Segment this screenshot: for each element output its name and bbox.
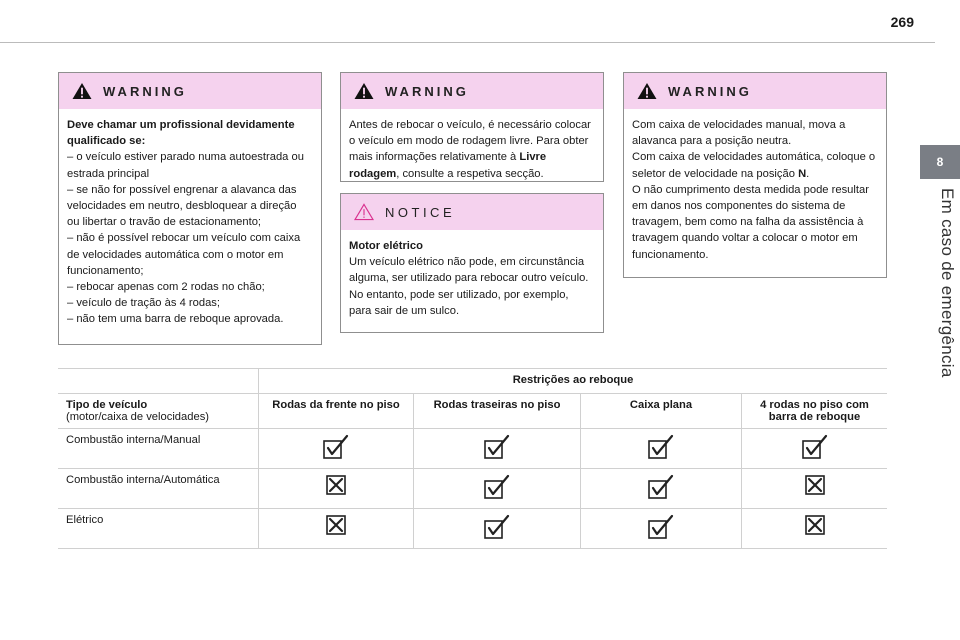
mark-cell — [742, 429, 888, 469]
warning-title: WARNING — [103, 83, 187, 99]
notice-title: NOTICE — [385, 204, 456, 220]
towing-restrictions-table — [58, 368, 887, 549]
warning-title: WARNING — [668, 83, 752, 99]
table-row — [58, 509, 887, 549]
warning-triangle-icon — [353, 82, 375, 100]
mark-cell — [742, 469, 888, 509]
warning-triangle-icon — [71, 82, 93, 100]
warning-body — [59, 109, 321, 336]
column-header: Caixa plana — [581, 394, 742, 429]
notice-text: No entanto, pode ser utilizado, por exemplo, para sair de um sulco. — [349, 288, 569, 317]
warning-text: Com caixa de velocidades manual, mova a alavanca para a posição neutra. — [632, 119, 846, 148]
warning-line: – o veículo estiver parado numa autoestrada ou estrada principal — [67, 151, 304, 180]
warning-title: WARNING — [385, 83, 469, 99]
allowed-check-icon — [322, 434, 350, 460]
row-label: Combustão interna/Automática — [58, 469, 259, 509]
allowed-check-icon — [647, 474, 675, 500]
allowed-check-icon — [801, 434, 829, 460]
table-row — [58, 429, 887, 469]
mark-cell — [259, 429, 414, 469]
warning-box-neutral-gear — [623, 72, 887, 278]
row-label: Combustão interna/Manual — [58, 429, 259, 469]
allowed-check-icon — [647, 514, 675, 540]
allowed-check-icon — [483, 474, 511, 500]
warning-line: – veículo de tração às 4 rodas; — [67, 297, 220, 310]
notice-heading: Motor elétrico — [349, 240, 423, 252]
notice-triangle-icon — [353, 203, 375, 221]
notice-text: Um veículo elétrico não pode, em circunstância alguma, ser utilizado para rebocar outro veículo. — [349, 256, 589, 285]
warning-line: – não é possível rebocar um veículo com caixa de velocidades automática com o motor em funcionamento; — [67, 232, 301, 277]
not-allowed-cross-icon — [325, 474, 347, 496]
column-header: Rodas traseiras no piso — [414, 394, 581, 429]
warning-text: . — [806, 167, 810, 180]
mark-cell — [742, 509, 888, 549]
free-rolling-link: Livre rodagem — [349, 151, 547, 180]
chapter-title: Em caso de emergência — [938, 188, 957, 378]
warning-text: O não cumprimento desta medida pode resultar em danos nos componentes do sistema de travagem, bem como na falha da assistência à travagem quando voltar a colocar o motor em funcionamento. — [632, 183, 869, 261]
warning-header — [624, 73, 886, 109]
mark-cell — [581, 469, 742, 509]
warning-intro: Deve chamar um profissional devidamente qualificado se: — [67, 119, 295, 148]
notice-box-electric-motor — [340, 193, 604, 333]
gear-n: N — [798, 167, 807, 180]
not-allowed-cross-icon — [325, 514, 347, 536]
not-allowed-cross-icon — [804, 514, 826, 536]
column-header: 4 rodas no piso com barra de reboque — [742, 394, 888, 429]
warning-text: Com caixa de velocidades automática, coloque o seletor de velocidade na posição — [632, 151, 876, 180]
mark-cell — [414, 469, 581, 509]
warning-box-tow-professional — [58, 72, 322, 345]
warning-triangle-icon — [636, 82, 658, 100]
column-header: Rodas da frente no piso — [259, 394, 414, 429]
type-header-cell — [58, 394, 259, 429]
warning-line: – se não for possível engrenar a alavanca das velocidades em neutro, desbloquear a direção ou libertar o travão de estacionamento; — [67, 183, 297, 229]
table-row — [58, 469, 887, 509]
not-allowed-cross-icon — [804, 474, 826, 496]
notice-header — [341, 194, 603, 230]
header-divider — [0, 42, 935, 43]
warning-header — [59, 73, 321, 109]
allowed-check-icon — [483, 514, 511, 540]
mark-cell — [414, 509, 581, 549]
chapter-tab[interactable]: 8 — [920, 145, 960, 179]
allowed-check-icon — [483, 434, 511, 460]
warning-text: , consulte a respetiva secção. — [396, 167, 544, 180]
warning-body — [341, 109, 603, 190]
warning-header — [341, 73, 603, 109]
allowed-check-icon — [647, 434, 675, 460]
mark-cell — [259, 509, 414, 549]
mark-cell — [581, 429, 742, 469]
warning-body — [624, 109, 886, 271]
page-number: 269 — [890, 14, 914, 30]
warning-line: – não tem uma barra de reboque aprovada. — [67, 313, 284, 326]
type-subheader: (motor/caixa de velocidades) — [66, 411, 210, 423]
warning-line: – rebocar apenas com 2 rodas no chão; — [67, 281, 265, 294]
row-label: Elétrico — [58, 509, 259, 549]
mark-cell — [581, 509, 742, 549]
notice-body — [341, 230, 603, 327]
mark-cell — [414, 429, 581, 469]
table-group-header: Restrições ao reboque — [259, 369, 888, 394]
mark-cell — [259, 469, 414, 509]
warning-box-free-rolling — [340, 72, 604, 182]
type-header: Tipo de veículo — [66, 399, 148, 411]
warning-text: Antes de rebocar o veículo, é necessário colocar o veículo em modo de rodagem livre. Para obter mais informações relativamente à — [349, 119, 591, 164]
